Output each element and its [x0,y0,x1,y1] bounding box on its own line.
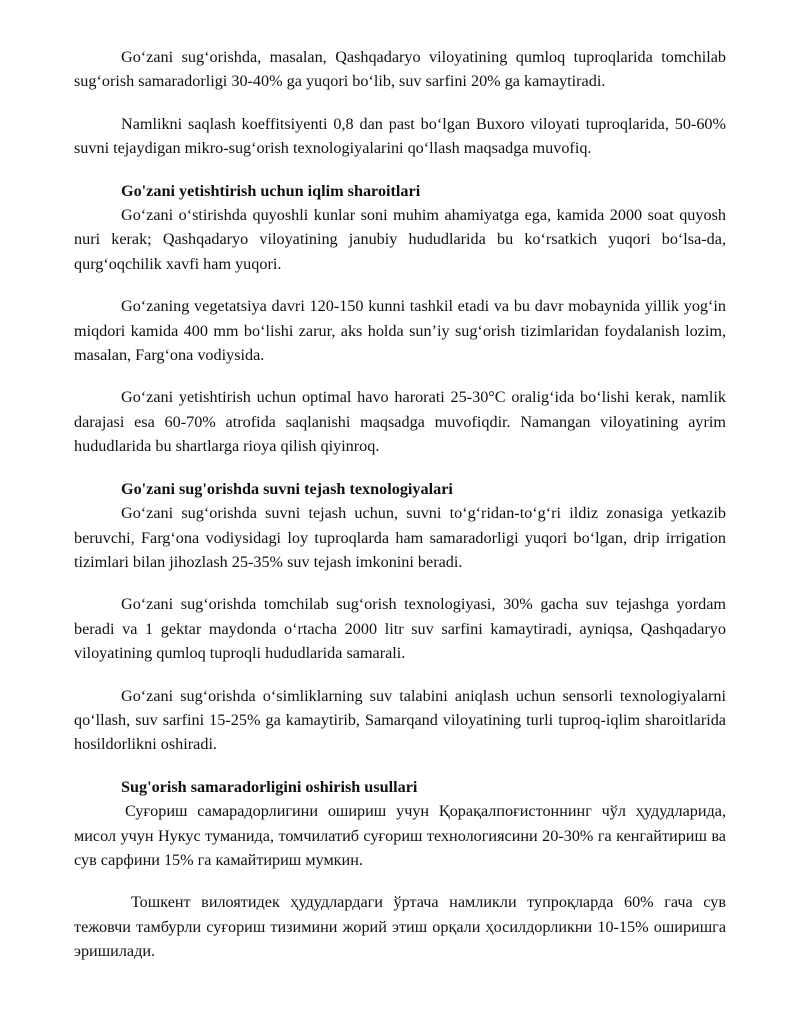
paragraph: Go‘zaning vegetatsiya davri 120-150 kunni tashkil etadi va bu davr mobaynida yillik yog‘in miqdori kamida 400 mm bo‘lishi zarur, aks holda sun’iy sug‘orish tizimlaridan foydalanish lozim, masalan, Farg‘ona vodiysida. [74,297,726,365]
paragraph: Тошкент вилоятидек ҳудудлардаги ўртача намликли тупроқларда 60% гача сув тежовчи тамбурли суғориш тизимини жорий этиш орқали ҳосилдорликни 10-15% оширишга эришилади. [74,893,726,961]
paragraph: Go‘zani sug‘orishda tomchilab sug‘orish texnologiyasi, 30% gacha suv tejashga yordam beradi va 1 gektar maydonda o‘rtacha 2000 litr suv sarfini kamaytiradi, ayniqsa, Qashqadaryo viloyatining qumloq tuproqli hududlarida samarali. [74,595,726,663]
paragraph: Go‘zani yetishtirish uchun optimal havo harorati 25-30°C oralig‘ida bo‘lishi kerak, namlik darajasi esa 60-70% atrofida saqlanishi maqsadga muvofiqdir. Namangan viloyatining ayrim hududlarida bu shartlarga rioya qilish qiyinroq. [74,388,726,456]
paragraph: Go‘zani sug‘orishda suvni tejash uchun, suvni to‘g‘ridan-to‘g‘ri ildiz zonasiga yetkazib beruvchi, Farg‘ona vodiysidagi loy tuproqlarda ham samaradorligi yuqori bo‘lgan, drip irrigation tizimlari bilan jihozlash 25-35% suv tejash imkonini beradi. [74,504,726,571]
section-heading: Go'zani sug'orishda suvni tejash texnologiyalari [121,479,453,498]
cyrillic-section [74,799,726,963]
document-page [74,45,726,964]
paragraph: Суғориш самарадорлигини ошириш учун Қорақалпоғистоннинг чўл ҳудудларида, мисол учун Нукус туманида, томчилатиб суғориш технологиясини 20-30% га кенгайтириш ва сув сарфини 15% га камайтириш мумкин. [74,802,726,869]
section-heading: Sug'orish samaradorligini oshirish usullari [121,777,418,796]
paragraph: Go‘zani o‘stirishda quyoshli kunlar soni muhim ahamiyatga ega, kamida 2000 soat quyosh nuri kerak; Qashqadaryo viloyatining janubiy hududlarida bu ko‘rsatkich yuqori bo‘lsa-da, qurg‘oqchilik xavfi ham yuqori. [74,206,726,273]
paragraph: Namlikni saqlash koeffitsiyenti 0,8 dan past bo‘lgan Buxoro viloyati tuproqlarida, 50-60% suvni tejaydigan mikro-sug‘orish texnologiyalarini qo‘llash maqsadga muvofiq. [74,114,726,158]
paragraph: Go‘zani sug‘orishda, masalan, Qashqadaryo viloyatining qumloq tuproqlarida tomchilab sug‘orish samaradorligi 30-40% ga yuqori bo‘lib, suv sarfini 20% ga kamaytiradi. [74,48,726,91]
paragraph: Go‘zani sug‘orishda o‘simliklarning suv talabini aniqlash uchun sensorli texnologiyalarni qo‘llash, suv sarfini 15-25% ga kamaytirib, Samarqand viloyatining turli tuproq-iqlim sharoitlarida hosildorlikni oshiradi. [74,686,726,754]
section-heading: Go'zani yetishtirish uchun iqlim sharoitlari [121,181,421,200]
